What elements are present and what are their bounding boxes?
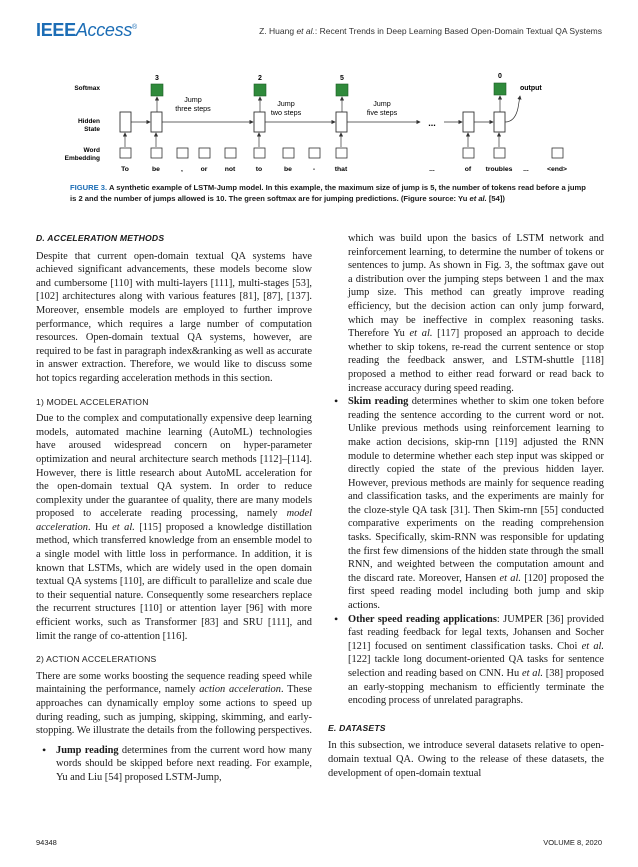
row-label-state: State [84, 126, 100, 133]
token: or [200, 166, 208, 173]
token: ... [523, 166, 529, 173]
token: - [312, 166, 316, 173]
token: ... [429, 166, 435, 173]
left-column [36, 232, 312, 785]
word-embedding-box [225, 148, 236, 158]
token: that [334, 166, 348, 173]
jump-label: Jump [373, 99, 391, 108]
softmax-box [336, 84, 348, 96]
token: <end> [546, 166, 568, 173]
word-embedding-box [283, 148, 294, 158]
page-number: 94348 [36, 838, 57, 847]
word-embedding-box [199, 148, 210, 158]
journal-logo: IEEEAccess® [36, 20, 137, 40]
token: not [224, 166, 236, 173]
right-column [328, 232, 604, 780]
hidden-state-box [336, 112, 347, 132]
paragraph: In this subsection, we introduce several datasets relative to open-domain textual QA. Owing to the release of these datasets, the development of open-domain textual [328, 740, 604, 779]
jump-label: three steps [175, 104, 211, 113]
token: be [152, 166, 160, 173]
token: , [181, 166, 183, 173]
token: be [284, 166, 292, 173]
jump-label: Jump [184, 95, 202, 104]
paragraph: which was build upon the basics of LSTM network and reinforcement learning, to determine the number of tokens or sentences to jump. As shown in Fig. 3, the softmax gave out a distribution over the jumping steps between 1 and the max jump size. This method can greatly improve reading efficiency, but the decision action can only jump forward, which may be ineffective in complex reasoning tasks. Therefore Yu et al. [117] proposed an approach to decide whether to skip tokens, re-read the current sentence or stop reading the feedback answer, and LSTM-shuttle [118] proposed a method to either read forward or read back to increase accuracy during speed reading. [348, 233, 604, 394]
word-embedding-box [494, 148, 505, 158]
softmax-box [151, 84, 163, 96]
hidden-state-box [120, 112, 131, 132]
section-heading: D. ACCELERATION METHODS [36, 233, 165, 243]
word-embedding-box [552, 148, 563, 158]
bullet-item: • Jump reading determines from the current word how many words should be skipped before next reading. For example, Yu and Liu [54] proposed LSTM-Jump, [36, 744, 312, 785]
word-embedding-box [177, 148, 188, 158]
hidden-state-box [151, 112, 162, 132]
paragraph: Due to the complex and computationally expensive deep learning models, automated machine learning (AutoML) technologies have aroused widespread concern on hyper-parameter optimization and neural architecture search methods [112]–[114]. However, there is little research about AutoML acceleration for the open-domain textual QA system. In order to reduce complexity under the guarantee of quality, there are many models proposed to accelerate reading processing, namely model acceleration. Hu et al. [115] proposed a knowledge distillation method, which transferred knowledge from an ensemble model to a single model with little loss in performance. In addition, it is known that LSTMs, which are widely used in the open domain textual QA systems [110], are difficult to parallelize and scale due to their sequential nature. Consequently some researchers replace the recurrent structures [110] or attention layer [96] with more efficient works, such as Transformer [83] and SRU [111], and limit the range of co-attention [116]. [36, 413, 313, 642]
paragraph: Despite that current open-domain textual QA systems have achieved significant advancements, these models become slow and cumbersome [110] with multi-layers [111], multi-stages [53], [102] architectures along with various features [81], [87], [137]. Moreover, ensemble models are employed to further improve performance, which requires a large number of computation resources. Open-domain textual QA systems, however, are required to be fast in paragraph index&ranking as well as accurate in answer extraction. Therefore, we would like to discuss some hot topics regarding acceleration methods in this section. [36, 250, 312, 384]
volume-label: VOLUME 8, 2020 [543, 838, 602, 847]
jump-label: two steps [270, 108, 302, 117]
figure-caption: FIGURE 3. A synthetic example of LSTM-Jump model. In this example, the maximum size of jump is 5, the number of tokens read before a jump is 2 and the number of jumps allowed is 10. The green softmax are for jumping predictions. (Figure source: Yu et al. [54]) [70, 183, 586, 203]
hidden-state-box [463, 112, 474, 132]
paragraph: There are some works boosting the sequence reading speed while maintaining the performance, namely action acceleration. These approaches can dynamically employ some actions to speed up during reading, such as jumping, skipping, skimming, and early-stopping. We illustrate the details from the following perspectives. [36, 670, 312, 737]
word-embedding-box [309, 148, 320, 158]
token: troubles [485, 166, 513, 173]
token: to [255, 166, 263, 173]
row-label-embedding: Embedding [64, 155, 100, 162]
subsection-heading: 1) MODEL ACCELERATION [36, 396, 149, 407]
softmax-box [494, 83, 506, 95]
bullet-item: • Other speed reading applications: JUMPER [36] provided fast reading feedback for legal texts, Johansen and Socher [121] focused on sentiment classification tasks. Choi et al. [122] tackle long document-oriented QA tasks for sentence selection and reading based on CNN. Hu et al. [38] proposed an early-stopping mechanism to efficiently terminate the encoding process of unrelated paragraphs. [328, 613, 604, 708]
word-embedding-box [120, 148, 131, 158]
running-title: Z. Huang et al.: Recent Trends in Deep Learning Based Open-Domain Textual QA Systems [259, 26, 602, 36]
subsection-heading: 2) ACTION ACCELERATIONS [36, 654, 157, 665]
word-embedding-box [336, 148, 347, 158]
softmax-box [254, 84, 266, 96]
jump-number: 0 [498, 73, 502, 80]
word-embedding-box [151, 148, 162, 158]
hidden-state-box [254, 112, 265, 132]
lstm-jump-figure [60, 68, 580, 180]
jump-number: 5 [340, 75, 344, 82]
hidden-state-box [494, 112, 505, 132]
token: To [121, 166, 129, 173]
row-label-softmax: Softmax [74, 85, 100, 92]
output-label: output [520, 85, 542, 92]
ellipsis: ... [428, 118, 436, 128]
jump-number: 2 [258, 75, 262, 82]
jump-label: five steps [366, 108, 398, 117]
jump-label: Jump [277, 99, 295, 108]
row-label-word: Word [83, 147, 100, 154]
bullet-item: • Skim reading determines whether to skim one token before reading the sentence according to the current word or not. Unlike previous methods using reinforcement learning to make action decisions, skip-rnn [119] adjusted the RNN module to determine whether each step input was skipped or directly copied the state of the previous hidden layer. However, previous methods are mainly for sequence reading and classification tasks, and the experiments are mainly for the cloze-style QA task [31]. Then Skim-rnn [55] conducted comparative experiments on the reading comprehension tasks. Specifically, skim-RNN was responsible for updating the first few dimensions of the hidden state through the small RNN, and weighted between the computation amount and the discard rate. Moreover, Hansen et al. [120] proposed the first speed reading model including both jump and skip actions. [328, 395, 604, 613]
jump-number: 3 [155, 75, 159, 82]
token: of [464, 166, 472, 173]
word-embedding-box [463, 148, 474, 158]
word-embedding-box [254, 148, 265, 158]
section-heading: E. DATASETS [328, 722, 386, 733]
row-label-hidden: Hidden [77, 118, 100, 125]
